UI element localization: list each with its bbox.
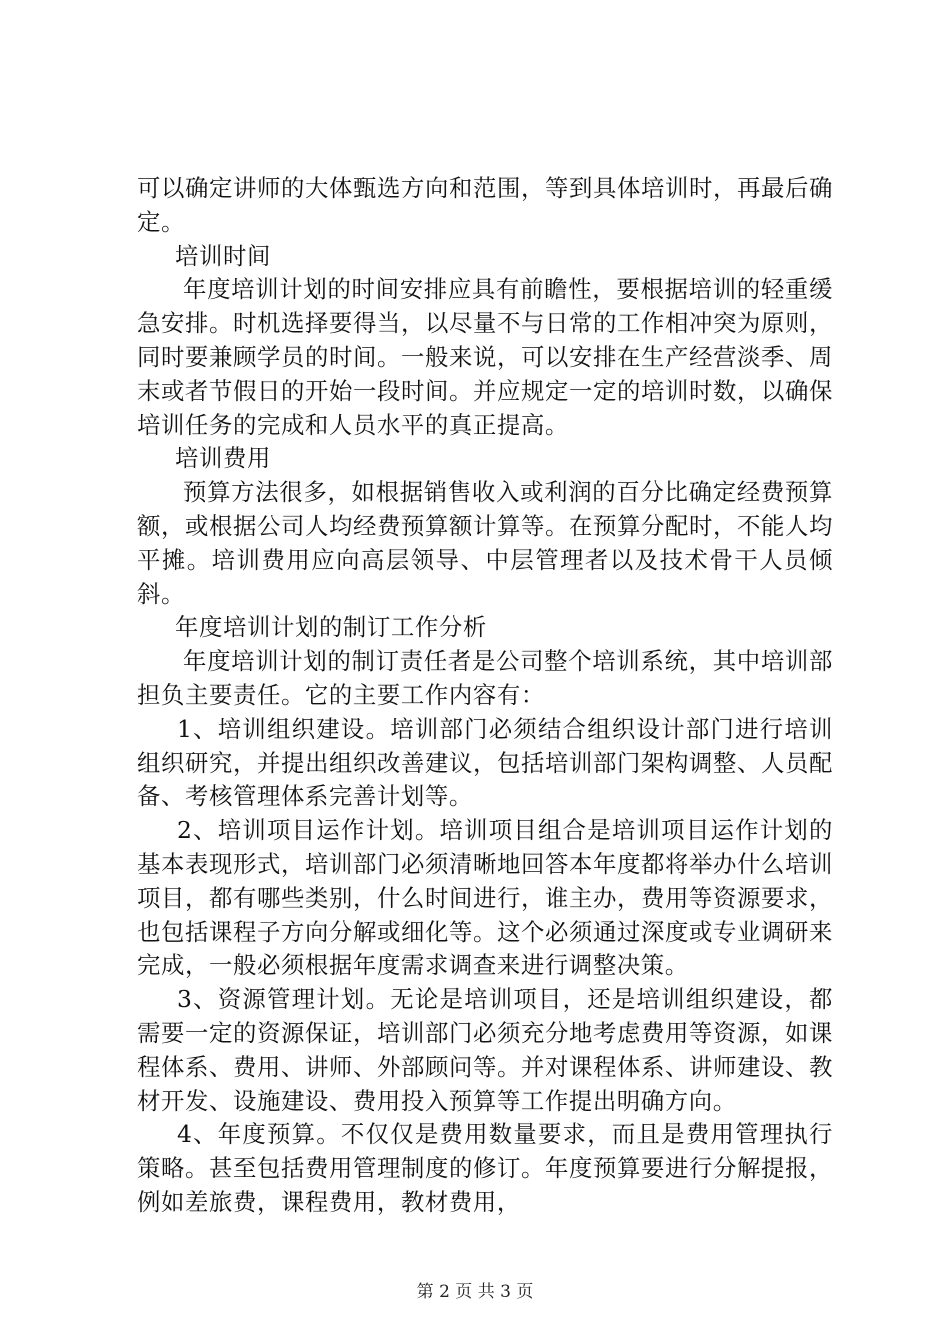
paragraph-plan-analysis: 年度培训计划的制订责任者是公司整个培训系统，其中培训部担负主要责任。它的主要工作内容有： xyxy=(137,647,833,709)
section-heading-training-cost: 培训费用 xyxy=(175,444,271,473)
document-body xyxy=(137,172,833,1220)
section-heading-training-time: 培训时间 xyxy=(175,241,271,270)
page-number-footer: 第 2 页 共 3 页 xyxy=(416,1282,534,1302)
paragraph-training-cost: 预算方法很多，如根据销售收入或利润的百分比确定经费预算额，或根据公司人均经费预算额计算等。在预算分配时，不能人均平摊。培训费用应向高层领导、中层管理者以及技术骨干人员倾斜。 xyxy=(137,478,833,608)
list-item-annual-budget: 4、年度预算。不仅仅是费用数量要求，而且是费用管理执行策略。甚至包括费用管理制度的修订。年度预算要进行分解提报，例如差旅费，课程费用，教材费用， xyxy=(137,1120,833,1216)
paragraph-training-time: 年度培训计划的时间安排应具有前瞻性，要根据培训的轻重缓急安排。时机选择要得当，以尽量不与日常的工作相冲突为原则，同时要兼顾学员的时间。一般来说，可以安排在生产经营淡季、周末或者节假日的开始一段时间。并应规定一定的培训时数，以确保培训任务的完成和人员水平的真正提高。 xyxy=(137,275,833,439)
paragraph-continuation: 可以确定讲师的大体甄选方向和范围，等到具体培训时，再最后确定。 xyxy=(137,174,833,236)
list-item-project-plan: 2、培训项目运作计划。培训项目组合是培训项目运作计划的基本表现形式，培训部门必须清晰地回答本年度都将举办什么培训项目，都有哪些类别，什么时间进行，谁主办，费用等资源要求，也包括课程子方向分解或细化等。这个必须通过深度或专业调研来完成，一般必须根据年度需求调查来进行调整决策。 xyxy=(137,816,833,980)
list-item-organization: 1、培训组织建设。培训部门必须结合组织设计部门进行培训组织研究，并提出组织改善建议，包括培训部门架构调整、人员配备、考核管理体系完善计划等。 xyxy=(137,714,833,811)
section-heading-plan-analysis: 年度培训计划的制订工作分析 xyxy=(175,613,487,642)
list-item-resource-plan: 3、资源管理计划。无论是培训项目，还是培训组织建设，都需要一定的资源保证，培训部门必须充分地考虑费用等资源，如课程体系、费用、讲师、外部顾问等。并对课程体系、讲师建设、教材开发、设施建设、费用投入预算等工作提出明确方向。 xyxy=(137,985,833,1115)
